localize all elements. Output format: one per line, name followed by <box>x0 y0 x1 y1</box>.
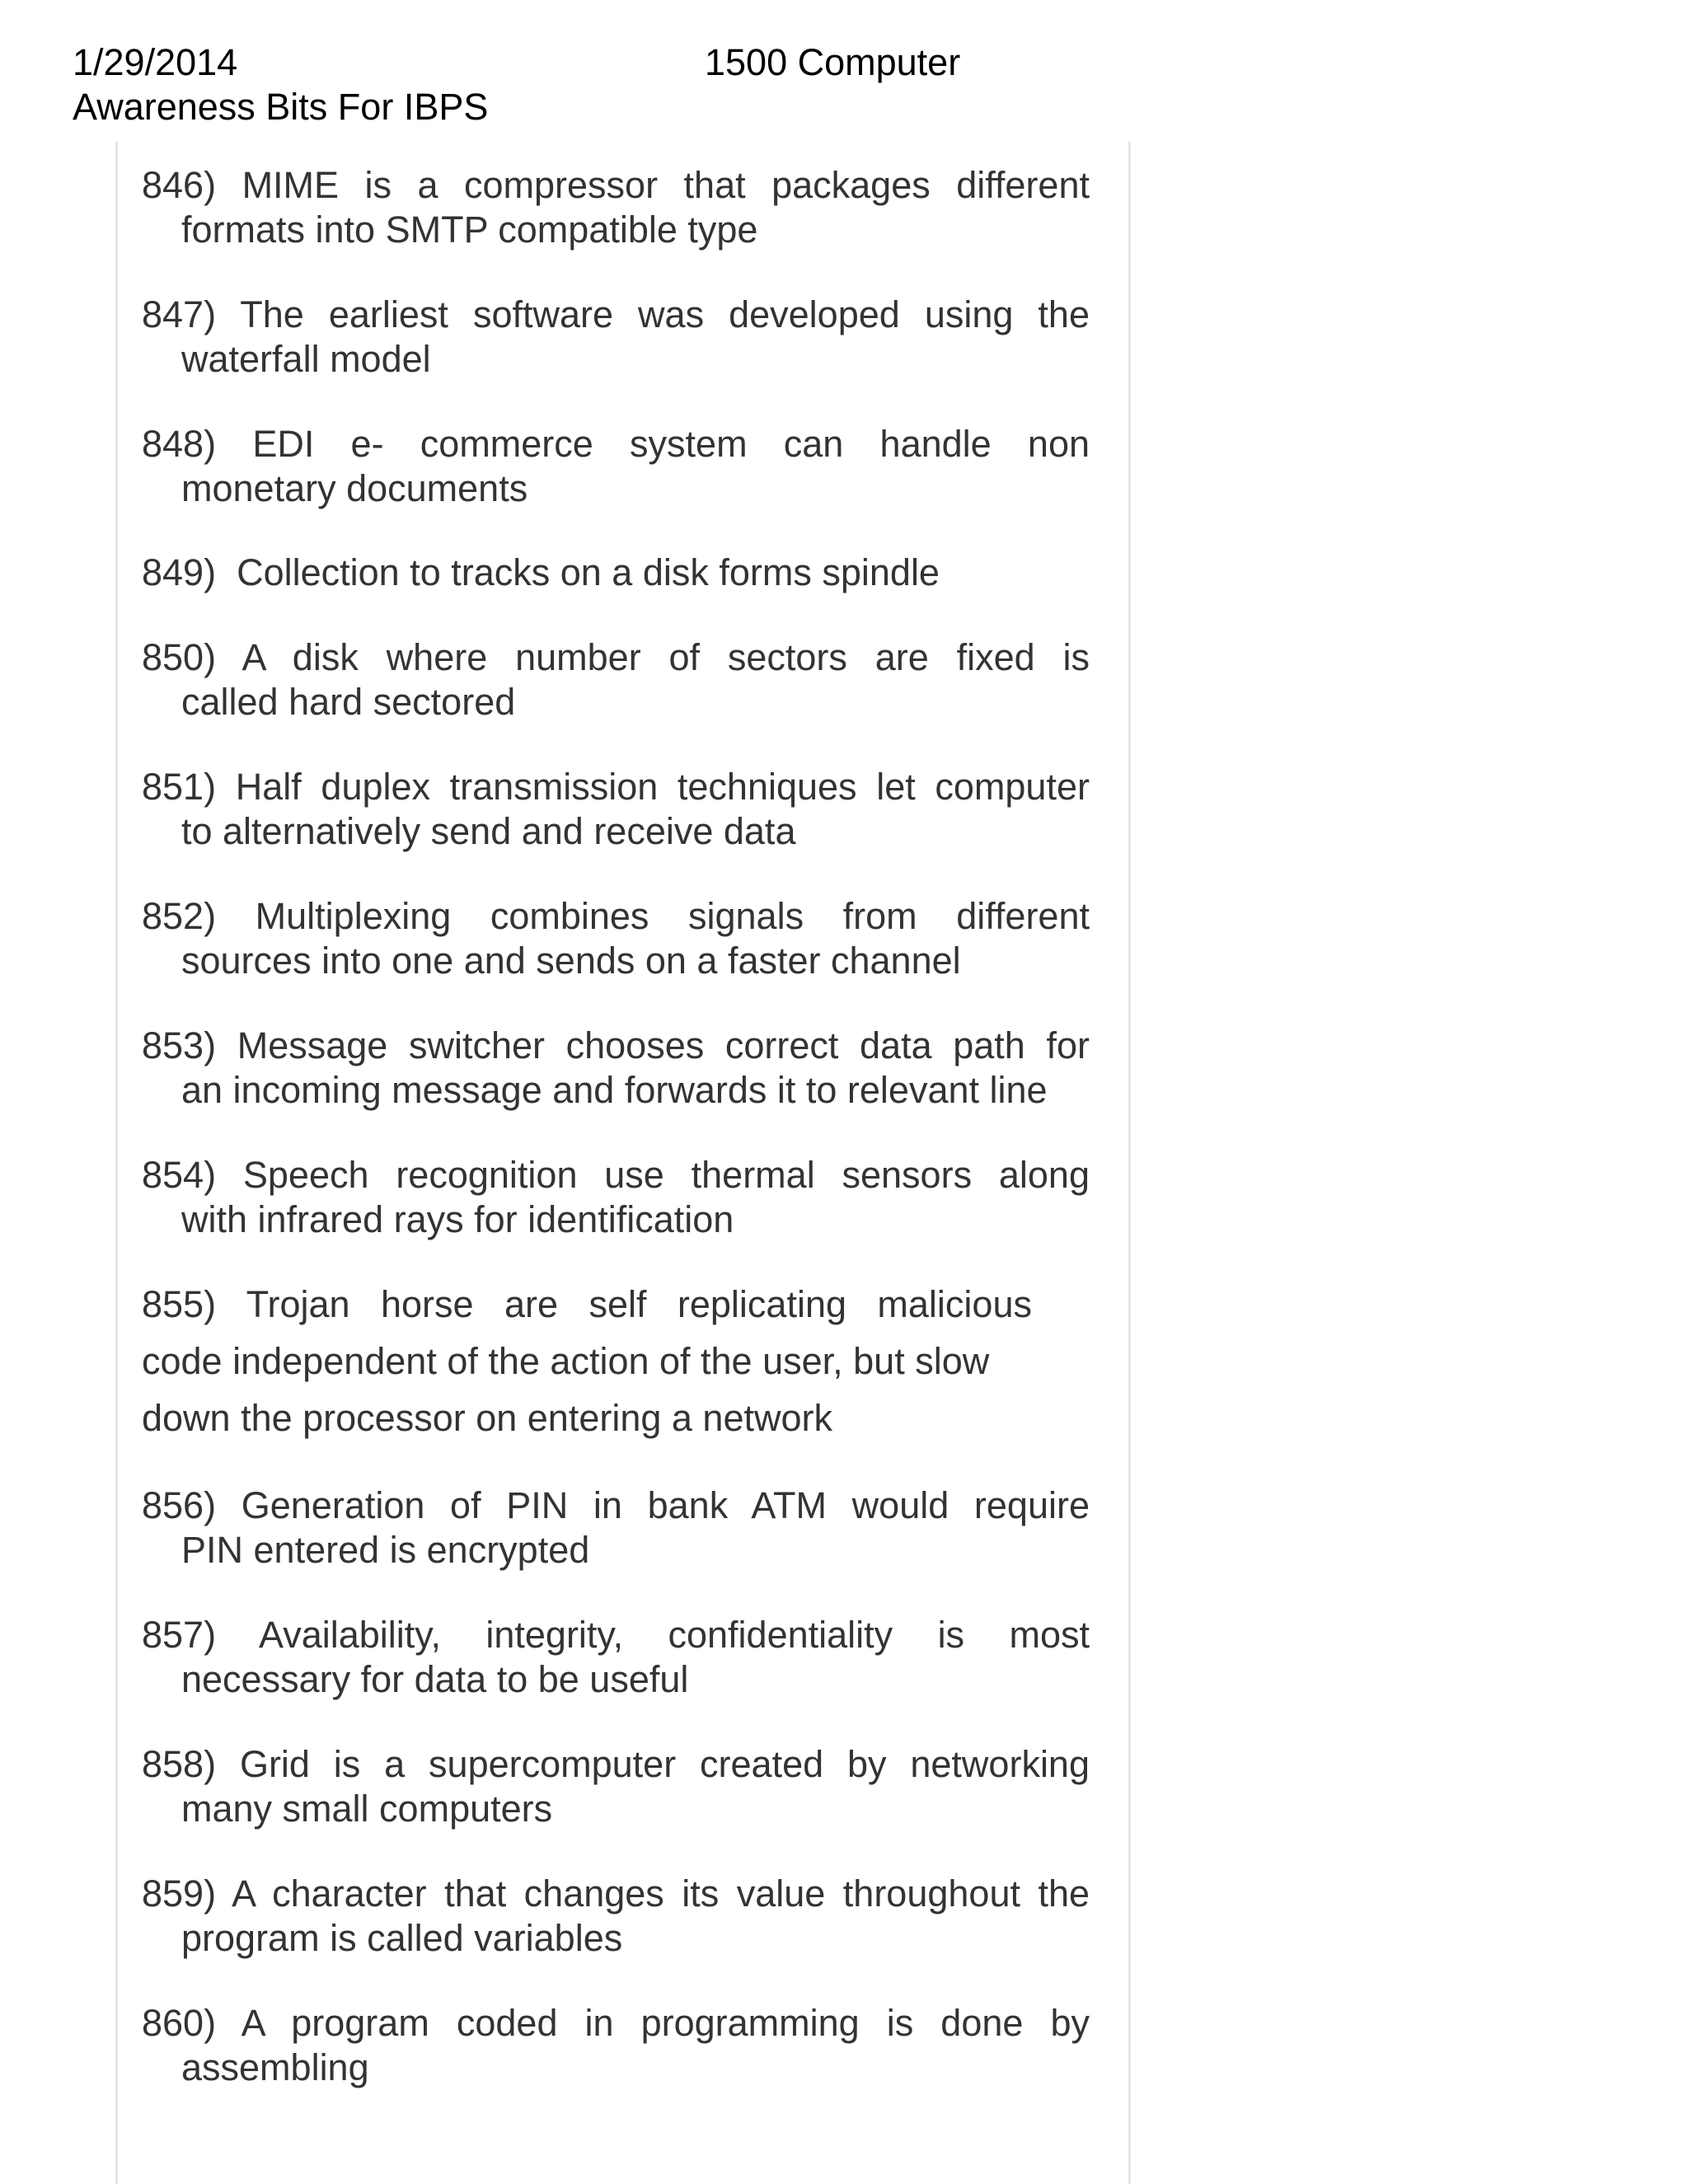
item-text: Grid is a supercomputer created by networking <box>239 1743 1090 1785</box>
item-text: Message switcher chooses correct data path for <box>237 1024 1090 1066</box>
list-item <box>142 894 1090 983</box>
item-text: A disk where number of sectors are fixed is <box>241 636 1090 678</box>
item-number: 856) <box>142 1484 217 1526</box>
document-title-line1: 1500 Computer <box>705 41 961 83</box>
item-number: 850) <box>142 636 217 678</box>
list-item <box>142 765 1090 854</box>
item-continuation: waterfall model <box>181 338 431 380</box>
document-title-line2: Awareness Bits For IBPS <box>73 86 489 128</box>
list-item <box>142 293 1090 382</box>
item-first-line <box>142 1024 1090 1068</box>
item-text-line: code independent of the action of the user, but slow <box>142 1340 990 1382</box>
item-first-line <box>142 894 1090 939</box>
item-first-line <box>142 1872 1090 1916</box>
item-text: Half duplex transmission techniques let computer <box>235 766 1090 808</box>
item-number: 853) <box>142 1024 217 1066</box>
item-first-line <box>142 551 1090 595</box>
item-text: MIME is a compressor that packages different <box>241 164 1090 206</box>
item-continuation: an incoming message and forwards it to relevant line <box>181 1069 1048 1111</box>
list-item <box>142 1613 1090 1702</box>
item-first-line <box>142 635 1090 680</box>
item-text: Speech recognition use thermal sensors along <box>242 1154 1090 1196</box>
item-continuation: to alternatively send and receive data <box>181 810 796 852</box>
item-text: EDI e- commerce system can handle non <box>252 423 1090 465</box>
list-item <box>142 1742 1090 1831</box>
item-first-line <box>142 293 1090 337</box>
item-number: 849) <box>142 551 217 593</box>
list-item <box>142 1483 1090 1572</box>
item-number: 847) <box>142 293 217 335</box>
list-item <box>142 2001 1090 2090</box>
item-continuation: with infrared rays for identification <box>181 1198 734 1240</box>
item-number: 846) <box>142 164 217 206</box>
item-first-line <box>142 1276 1032 1333</box>
item-continuation: monetary documents <box>181 467 528 509</box>
item-number: 860) <box>142 2002 217 2044</box>
list-item <box>142 422 1090 511</box>
item-continuation: program is called variables <box>181 1917 623 1959</box>
item-first-line <box>142 1483 1090 1528</box>
item-text-line: down the processor on entering a network <box>142 1397 832 1439</box>
list-item <box>142 1153 1090 1242</box>
item-number: 857) <box>142 1614 217 1656</box>
item-number: 854) <box>142 1154 217 1196</box>
item-number: 858) <box>142 1743 217 1785</box>
print-date: 1/29/2014 <box>73 41 238 83</box>
list-item <box>142 1872 1090 1961</box>
print-header <box>0 0 1688 140</box>
item-first-line <box>142 422 1090 466</box>
item-number: 855) <box>142 1283 217 1325</box>
item-number: 852) <box>142 895 217 937</box>
item-text: The earliest software was developed using the <box>240 293 1090 335</box>
item-text: Multiplexing combines signals from different <box>255 895 1090 937</box>
item-text: Availability, integrity, confidentiality is most <box>259 1614 1090 1656</box>
item-text: Collection to tracks on a disk forms spindle <box>237 551 940 593</box>
list-item <box>142 551 1090 595</box>
item-first-line <box>142 765 1090 809</box>
list-item <box>142 163 1090 252</box>
item-text: Trojan horse are self replicating malicious <box>246 1283 1032 1325</box>
item-first-line <box>142 1613 1090 1657</box>
item-continuation: called hard sectored <box>181 681 516 723</box>
item-text: A character that changes its value throughout the <box>232 1872 1090 1915</box>
item-number: 848) <box>142 423 217 465</box>
list-item <box>142 1024 1090 1113</box>
list-item <box>142 635 1090 724</box>
item-number: 851) <box>142 766 217 808</box>
item-continuation: necessary for data to be useful <box>181 1658 689 1700</box>
list-item <box>142 1276 1032 1446</box>
item-continuation: many small computers <box>181 1788 553 1830</box>
item-continuation: formats into SMTP compatible type <box>181 209 758 251</box>
item-continuation: assembling <box>181 2046 369 2088</box>
item-text: A program coded in programming is done by <box>241 2002 1090 2044</box>
item-continuation: PIN entered is encrypted <box>181 1529 590 1571</box>
item-first-line <box>142 1742 1090 1787</box>
item-first-line <box>142 163 1090 208</box>
item-first-line <box>142 2001 1090 2046</box>
item-number: 859) <box>142 1872 217 1915</box>
item-first-line <box>142 1153 1090 1197</box>
item-continuation: sources into one and sends on a faster channel <box>181 940 961 982</box>
item-text: Generation of PIN in bank ATM would require <box>241 1484 1090 1526</box>
